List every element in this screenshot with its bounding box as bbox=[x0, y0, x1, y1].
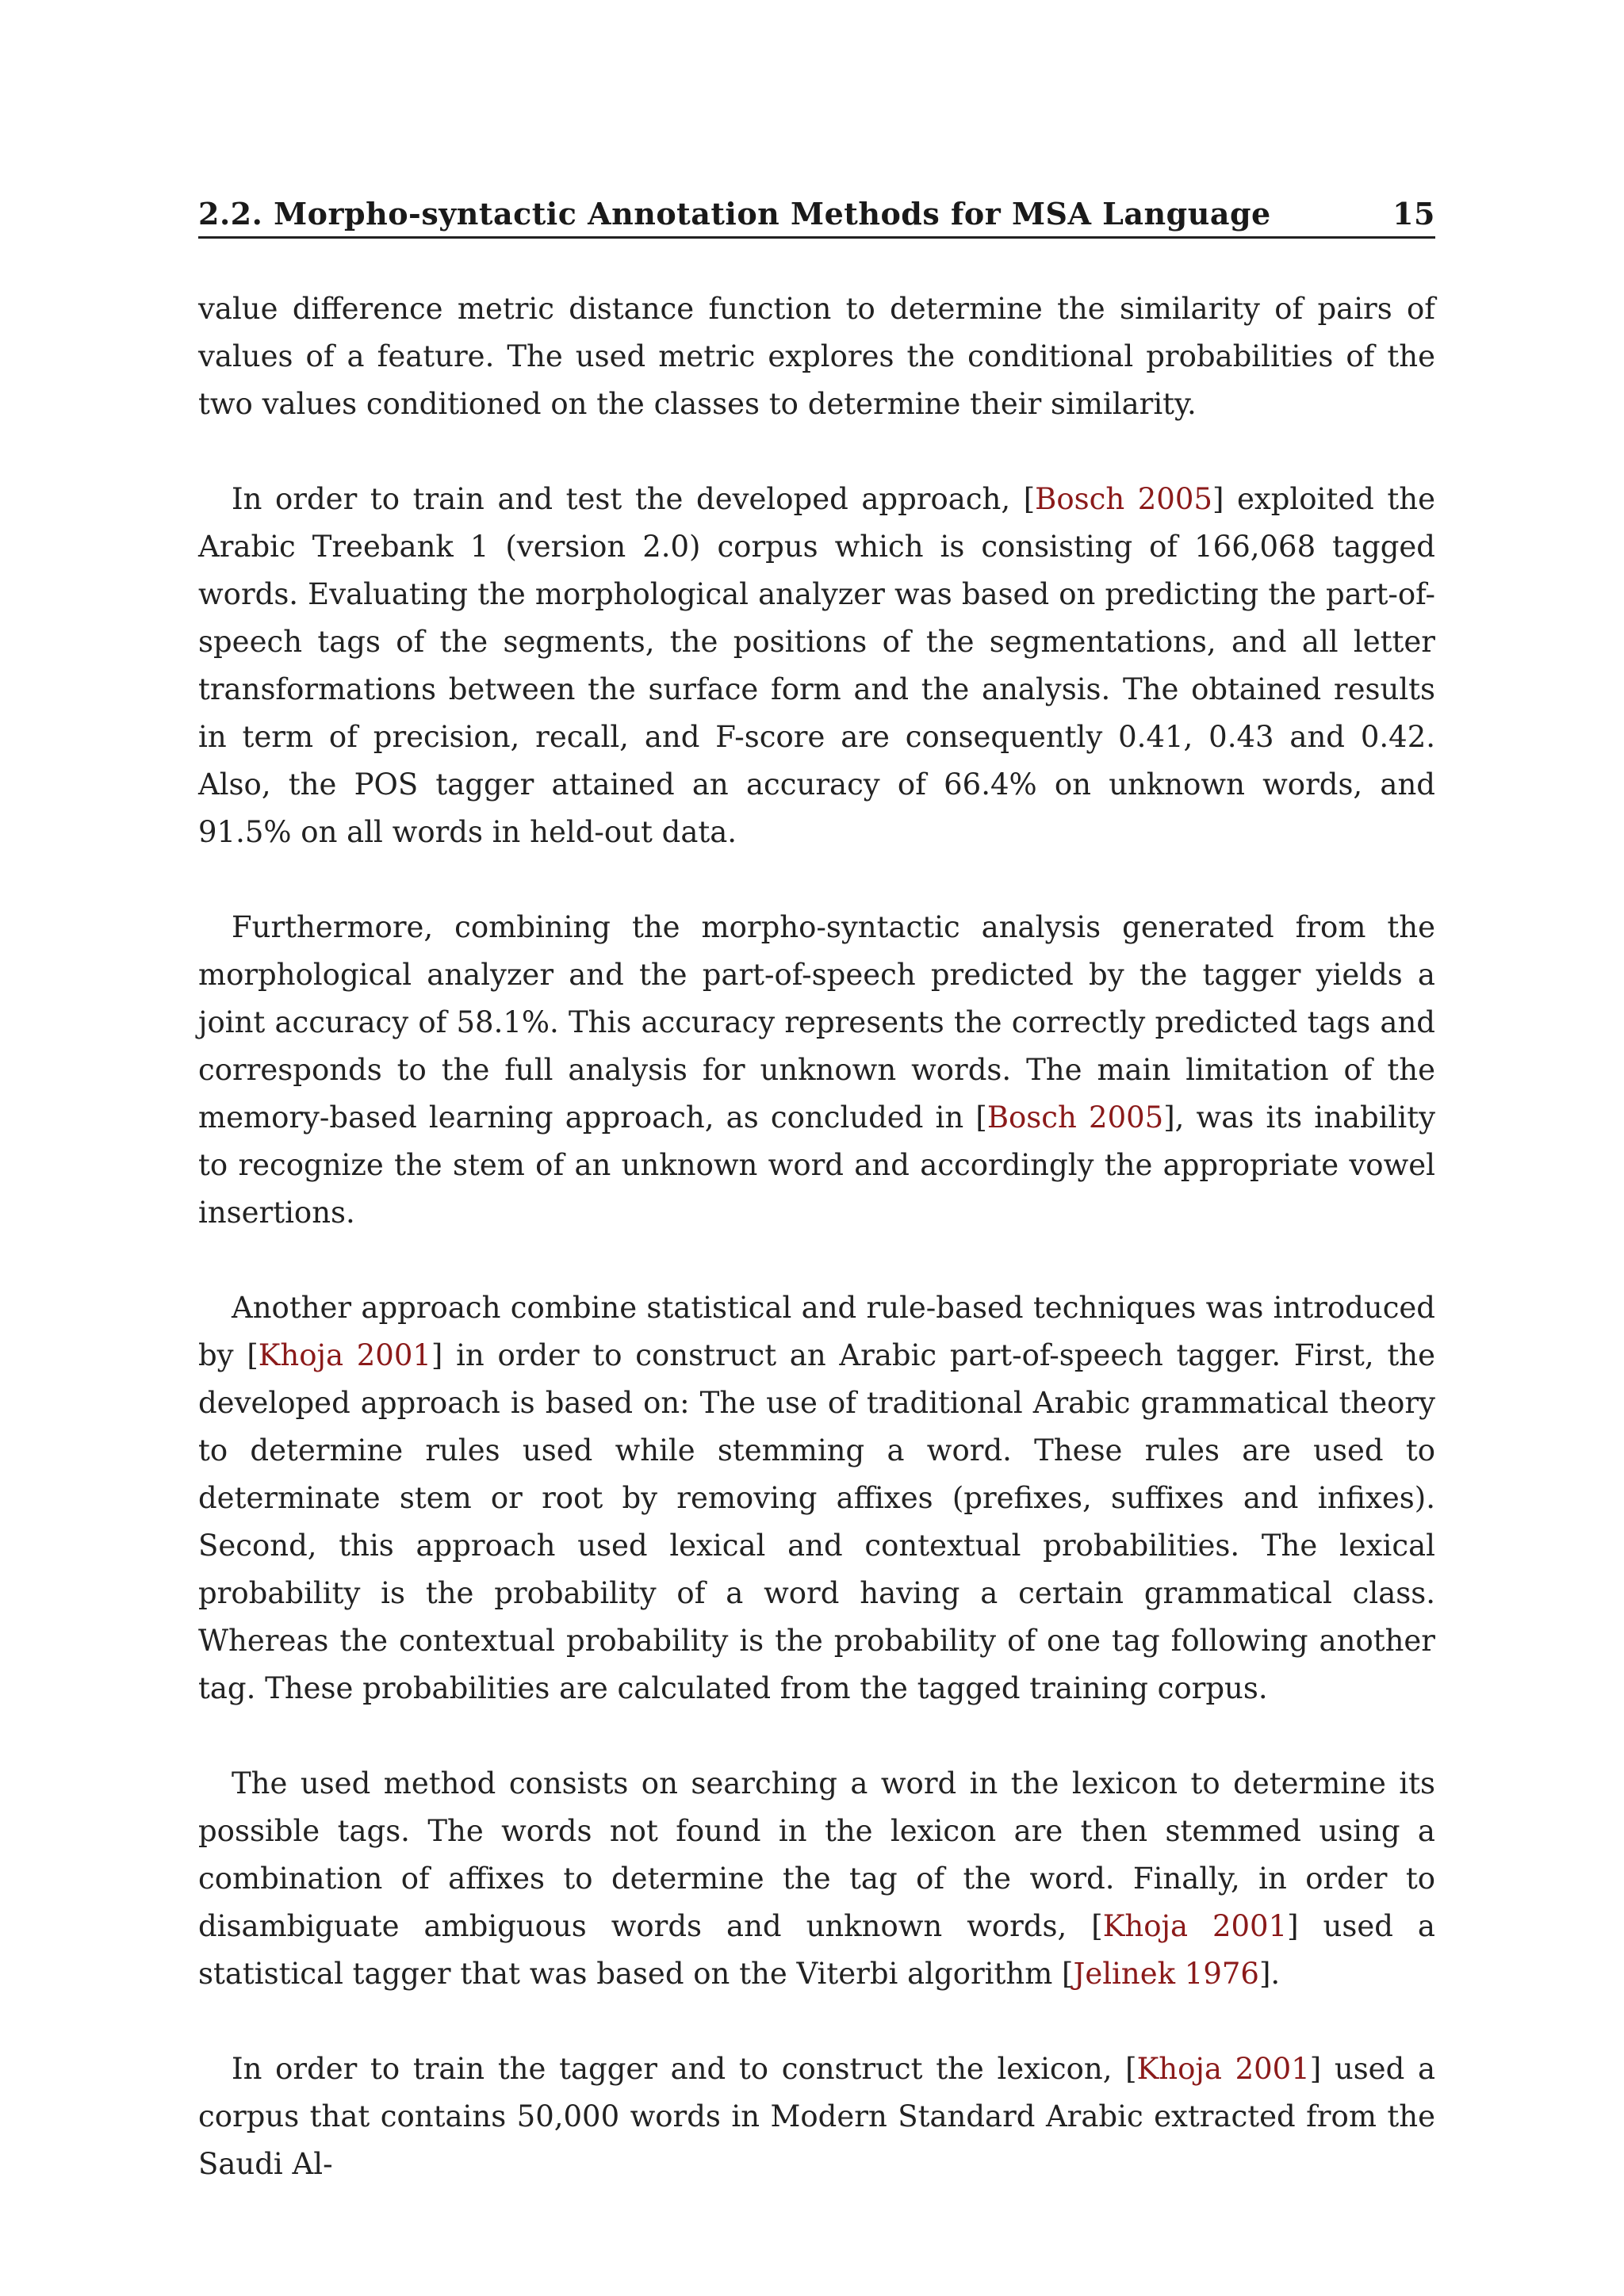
paragraph bbox=[198, 476, 1435, 856]
paragraph bbox=[198, 1760, 1435, 1998]
paragraph-text: ] used a statistical tagger that was based on the Viterbi algorithm [ bbox=[198, 1909, 1435, 1991]
paragraph-text: ] exploited the Arabic Treebank 1 (version 2.0) corpus which is consisting of 166,068 tagged words. Evaluating the morphological analyzer was based on predicting the part-of- speech tags of the segments, the positions of the segmentations, and all letter transformations between the surface form and the analysis. The obtained results in term of precision, recall, and F-score are consequently 0.41, 0.43 and 0.42. Also, the POS tagger attained an accuracy of 66.4% on unknown words, and 91.5% on all words in held-out data. bbox=[198, 482, 1435, 849]
paragraph-text: ] used a corpus that contains 50,000 words in Modern Standard Arabic extracted from the Saudi Al- bbox=[198, 2052, 1436, 2181]
paragraph-text: Another approach combine statistical and rule-based techniques was introduced by [ bbox=[198, 1291, 1435, 1372]
paragraph bbox=[198, 904, 1435, 1237]
citation-link[interactable]: Bosch 2005 bbox=[986, 1100, 1164, 1135]
paragraph bbox=[198, 285, 1435, 428]
paragraph-text: In order to train the tagger and to construct the lexicon, [ bbox=[232, 2052, 1137, 2086]
paragraph-text: ]. bbox=[1258, 1957, 1281, 1991]
citation-link[interactable]: Jelinek 1976 bbox=[1073, 1957, 1259, 1991]
paragraph bbox=[198, 1284, 1435, 1712]
paragraph-text: In order to train and test the developed approach, [ bbox=[232, 482, 1036, 516]
page-number: 15 bbox=[1392, 196, 1435, 232]
citation-link[interactable]: Khoja 2001 bbox=[1102, 1909, 1288, 1943]
paragraph-text: ] in order to construct an Arabic part-of-speech tagger. First, the developed approach is based on: The use of traditional Arabic grammatical theory to determine rules used while stemming a word. These rules are used to determinate stem or root by removing affixes (prefixes, suffixes and infixes). Second, this approach used lexical and contextual probabilities. The lexical probability is the probability of a word having a certain grammatical class. Whereas the contextual probability is the probability of one tag following another tag. These probabilities are calculated from the tagged training corpus. bbox=[198, 1338, 1435, 1705]
citation-link[interactable]: Khoja 2001 bbox=[1136, 2052, 1310, 2086]
running-header bbox=[198, 194, 1435, 239]
paragraph-text: value difference metric distance function to determine the similarity of pairs of values of a feature. The used metric explores the conditional probabilities of the two values conditioned on the classes to determine their similarity. bbox=[198, 292, 1435, 421]
paragraph-text: ], was its inability to recognize the stem of an unknown word and accordingly the appropriate vowel insertions. bbox=[198, 1100, 1435, 1230]
paragraph bbox=[198, 2045, 1435, 2188]
citation-link[interactable]: Khoja 2001 bbox=[258, 1338, 431, 1372]
body-text bbox=[198, 285, 1435, 2188]
paragraph-text: The used method consists on searching a word in the lexicon to determine its possible tags. The words not found in the lexicon are then stemmed using a combination of affixes to determine the tag of the word. Finally, in order to disambiguate ambiguous words and unknown words, [ bbox=[198, 1766, 1435, 1943]
paragraph-text: Furthermore, combining the morpho-syntactic analysis generated from the morphological analyzer and the part-of-speech predicted by the tagger yields a joint accuracy of 58.1%. This accuracy represents the correctly predicted tags and corresponds to the full analysis for unknown words. The main limitation of the memory-based learning approach, as concluded in [ bbox=[198, 910, 1435, 1135]
citation-link[interactable]: Bosch 2005 bbox=[1035, 482, 1212, 516]
section-title: 2.2. Morpho-syntactic Annotation Methods for MSA Language bbox=[198, 196, 1271, 232]
